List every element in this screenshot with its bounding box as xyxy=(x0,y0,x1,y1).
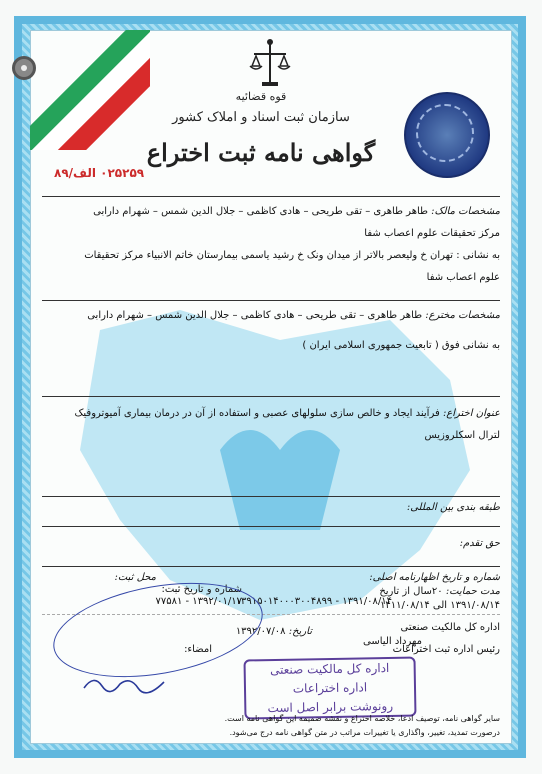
official-name: مهرداد الیاسی xyxy=(363,636,422,647)
signature-label: امضاء: xyxy=(184,644,212,655)
record-place-label: محل ثبت: xyxy=(114,572,157,583)
stamp-line1: اداره کل مالکیت صنعتی xyxy=(269,660,390,678)
priority-section xyxy=(42,526,500,566)
owner-address: به نشانی : تهران خ ولیعصر بالاتر از میدان ونک خ رشید یاسمی بیمارستان خاتم الانبیاء مرکز تحقیقات xyxy=(84,250,500,261)
inventor-address: به نشانی فوق ( تابعیت جمهوری اسلامی ایران ) xyxy=(302,340,500,351)
invention-section xyxy=(42,396,500,496)
owner-center: مرکز تحقیقات علوم اعصاب شفا xyxy=(364,228,500,239)
judiciary-emblem-icon xyxy=(248,36,292,90)
invention-title-cont: لترال اسکلروزیس xyxy=(424,430,500,441)
stamp-line2: اداره اختراعات xyxy=(292,680,368,696)
invention-title: فرآیند ایجاد و خالص سازی سلولهای عصبی و استفاده از آن در درمان بیماری آمیوتروفیک xyxy=(74,408,440,419)
intl-class-section xyxy=(42,496,500,526)
organization-heading: سازمان ثبت اسناد و املاک کشور xyxy=(172,110,350,125)
priority-label: حق تقدم: xyxy=(459,538,500,549)
official-title1: اداره کل مالکیت صنعتی xyxy=(400,622,500,633)
inventor-names: طاهر طاهری – تقی طریحی – هادی کاظمی – جلال الدین شمس – شهرام دارابی xyxy=(87,310,423,321)
owner-section xyxy=(42,196,500,300)
signature-icon xyxy=(80,670,170,698)
owner-address-cont: علوم اعصاب شفا xyxy=(426,272,500,283)
stamp-line3: رونوشت برابر اصل است xyxy=(267,698,394,716)
footer-note2: درصورت تمدید، تغییر، واگذاری یا تغییرات مراتب در متن گواهی نامه درج می‌شود. xyxy=(229,728,500,737)
date-value: ۱۳۹۲/۰۷/۰۸ xyxy=(235,626,286,637)
certificate-number: ۰۲۵۲۵۹ الف/۸۹ xyxy=(54,166,145,180)
registration-label: شماره و تاریخ ثبت: xyxy=(161,584,242,595)
owner-names: طاهر طاهری – تقی طریحی – هادی کاظمی – جلال الدین شمس – شهرام دارابی xyxy=(93,206,428,217)
declaration-label: شماره و تاریخ اظهارنامه اصلی: xyxy=(369,572,500,583)
judiciary-heading: قوه قضائیه xyxy=(235,90,287,103)
inventor-label: مشخصات مخترع: xyxy=(425,310,500,321)
validity-value: ۲۰سال از تاریخ xyxy=(379,586,443,597)
declaration-values: ۱۳۹۱/۰۸/۱۴ - ۱۳۹۱۵۰۱۴۰۰۰۳۰۰۴۸۹۹ xyxy=(235,596,392,607)
invention-label: عنوان اختراع: xyxy=(442,408,500,419)
validity-label: مدت حمایت: xyxy=(445,586,500,597)
grommet-icon xyxy=(12,56,36,80)
certificate-title: گواهی نامه ثبت اختراع xyxy=(146,138,376,167)
official-title2: رئیس اداره ثبت اختراعات xyxy=(392,644,500,655)
intl-class-label: طبقه بندی بین المللی: xyxy=(406,502,500,513)
registration-values: ۱۳۹۲/۰۱/۱۷ - ۷۷۵۸۱ xyxy=(155,596,242,607)
validity-dates: ۱۳۹۱/۰۸/۱۴ الی ۱۴۱۱/۰۸/۱۴ xyxy=(380,600,500,611)
inventor-section xyxy=(42,300,500,396)
owner-label: مشخصات مالک: xyxy=(431,206,500,217)
copy-stamp xyxy=(243,657,416,720)
footer-note1: سایر گواهی نامه، توصیف ادعا، خلاصه اختراع و نقشه ضمیمه این گواهی نامه است. xyxy=(224,714,500,723)
date-label: تاریخ: xyxy=(288,626,312,637)
